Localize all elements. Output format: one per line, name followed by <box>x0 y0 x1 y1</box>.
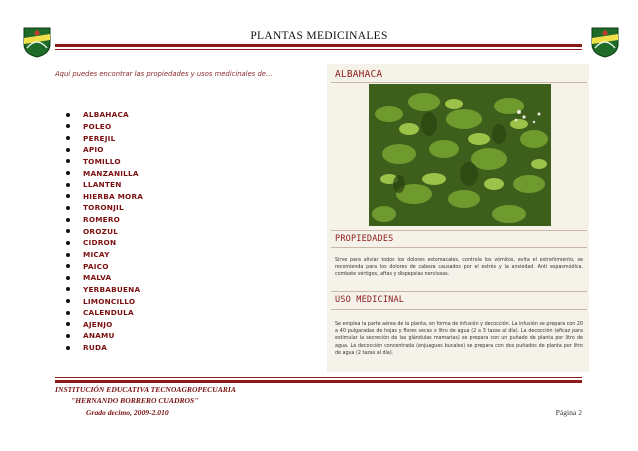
list-item-label: ROMERO <box>83 215 121 225</box>
list-item-label: LLANTEN <box>83 180 122 190</box>
bullet-icon <box>66 311 70 315</box>
bullet-icon <box>66 241 70 245</box>
list-item[interactable] <box>66 225 143 237</box>
list-item[interactable] <box>66 132 143 144</box>
bullet-icon <box>66 206 70 210</box>
divider <box>331 82 587 83</box>
bullet-icon <box>66 113 70 117</box>
list-item[interactable] <box>66 295 143 307</box>
plant-title: ALBAHACA <box>335 69 383 80</box>
list-item[interactable] <box>66 156 143 168</box>
bullet-icon <box>66 218 70 222</box>
bullet-icon <box>66 229 70 233</box>
list-item[interactable] <box>66 272 143 284</box>
list-item-label: MALVA <box>83 273 112 283</box>
list-item[interactable] <box>66 330 143 342</box>
header-rule <box>55 44 582 47</box>
plant-detail-panel <box>327 64 589 372</box>
list-item[interactable] <box>66 237 143 249</box>
properties-heading: PROPIEDADES <box>335 234 394 244</box>
plant-list <box>66 109 143 353</box>
list-item-label: ALBAHACA <box>83 110 129 120</box>
bullet-icon <box>66 276 70 280</box>
bullet-icon <box>66 124 70 128</box>
bullet-icon <box>66 346 70 350</box>
divider <box>331 291 587 292</box>
list-item[interactable] <box>66 179 143 191</box>
divider <box>331 230 587 231</box>
bullet-icon <box>66 183 70 187</box>
list-item[interactable] <box>66 190 143 202</box>
intro-text: Aquí puedes encontrar las propiedades y usos medicinales de… <box>55 70 273 78</box>
list-item[interactable] <box>66 202 143 214</box>
footer-rule <box>55 380 582 383</box>
page-number: Página 2 <box>555 408 582 417</box>
list-item[interactable] <box>66 214 143 226</box>
header-rule-thin <box>55 49 582 50</box>
bullet-icon <box>66 264 70 268</box>
list-item-label: CIDRON <box>83 238 117 248</box>
list-item-label: AJENJO <box>83 319 113 329</box>
bullet-icon <box>66 194 70 198</box>
list-item[interactable] <box>66 342 143 354</box>
list-item-label: POLEO <box>83 121 112 131</box>
list-item[interactable] <box>66 144 143 156</box>
bullet-icon <box>66 299 70 303</box>
list-item-label: MICAY <box>83 250 110 259</box>
bullet-icon <box>66 171 70 175</box>
page-title: PLANTAS MEDICINALES <box>250 30 388 42</box>
list-item[interactable] <box>66 260 143 272</box>
list-item-label: HIERBA MORA <box>83 191 144 201</box>
properties-text: Sirve para aliviar todos los dolores estomacales, controla los vómitos, evita el estreñimiento, se recomienda para los dolores de cabeza causados por el estrés y la ansiedad. Anti espasmódica, combate vértigos, aftas y dispepsias nerviosas. <box>335 258 583 278</box>
list-item-label: YERBABUENA <box>83 284 141 294</box>
plant-photo <box>369 84 551 226</box>
bullet-icon <box>66 148 70 152</box>
use-heading: USO MEDICINAL <box>335 295 405 305</box>
bullet-icon <box>66 287 70 291</box>
list-item-label: LIMONCILLO <box>83 296 136 306</box>
bullet-icon <box>66 334 70 338</box>
list-item-label: OROZUL <box>83 226 119 236</box>
list-item-label: RUDA <box>83 343 108 353</box>
list-item[interactable] <box>66 249 143 261</box>
list-item[interactable] <box>66 319 143 331</box>
list-item[interactable] <box>66 109 143 121</box>
footer-rule-thin <box>55 377 582 378</box>
school-name-quoted: "HERNANDO BORRERO CUADROS" <box>71 396 199 405</box>
list-item[interactable] <box>66 307 143 319</box>
list-item[interactable] <box>66 121 143 133</box>
list-item[interactable] <box>66 167 143 179</box>
divider <box>331 309 587 310</box>
list-item-label: ANAMU <box>83 331 115 341</box>
bullet-icon <box>66 253 70 257</box>
list-item-label: TOMILLO <box>83 156 121 166</box>
bullet-icon <box>66 322 70 326</box>
list-item-label: CALENDULA <box>83 308 134 318</box>
school-name: INSTITUCIÓN EDUCATIVA TECNOAGROPECUARIA <box>55 385 236 394</box>
list-item-label: PEREJIL <box>83 133 116 143</box>
use-text: Se emplea la parte aérea de la planta, en forma de infusión y decocción. La infusión se prepara con 20 a 40 pulgaradas de hojas y flores secas x litro de agua (2 a 3 tazas al día). La decocción (eficaz para estimular la secreción de las glándulas mamarias) se prepara con un puñado de planta por litro de agua. La decocción concentrada (enjuagues bucales) se prepara con dos puñados de planta por litro de agua (2 tazas al día). <box>335 322 583 356</box>
divider <box>331 247 587 248</box>
list-item-label: TORONJIL <box>83 203 124 213</box>
list-item[interactable] <box>66 284 143 296</box>
bullet-icon <box>66 159 70 163</box>
list-item-label: MANZANILLA <box>83 168 139 178</box>
bullet-icon <box>66 136 70 140</box>
list-item-label: APIO <box>83 145 104 155</box>
school-grade: Grado decimo, 2009-2.010 <box>86 408 169 417</box>
list-item-label: PAICO <box>83 261 109 271</box>
